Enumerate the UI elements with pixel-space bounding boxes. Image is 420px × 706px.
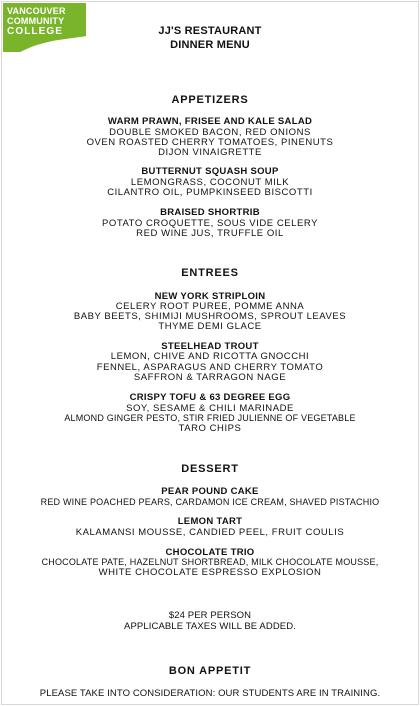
dish-name: STEELHEAD TROUT xyxy=(161,341,259,352)
restaurant-name: JJ'S RESTAURANT xyxy=(158,25,262,37)
dish-description: BABY BEETS, SHIMIJI MUSHROOMS, SPROUT LEAVES xyxy=(73,311,347,322)
section-title-appetizers: APPETIZERS xyxy=(171,94,249,106)
dish-description: RED WINE POACHED PEARS, CARDAMON ICE CREAM, SHAVED PISTACHIO xyxy=(40,497,380,507)
dish-name: CHOCOLATE TRIO xyxy=(165,547,255,558)
dish-name: BRAISED SHORTRIB xyxy=(160,207,260,218)
dish-description: WHITE CHOCOLATE ESPRESSO EXPLOSION xyxy=(98,567,322,578)
menu-title: DINNER MENU xyxy=(170,39,250,51)
dish-description: DOUBLE SMOKED BACON, RED ONIONS xyxy=(109,127,311,138)
price: $24 PER PERSON xyxy=(168,610,252,621)
dish-description: THYME DEMI GLACE xyxy=(158,321,262,332)
dish-description: CHOCOLATE PATE, HAZELNUT SHORTBREAD, MILK CHOCOLATE MOUSSE, xyxy=(41,557,379,567)
taxes-note: APPLICABLE TAXES WILL BE ADDED. xyxy=(124,621,296,632)
dish-description: SAFFRON & TARRAGON NAGE xyxy=(133,372,287,383)
dish-name: NEW YORK STRIPLOIN xyxy=(154,291,266,302)
closing-greeting: BON APPETIT xyxy=(168,665,252,677)
dish-description: LEMON, CHIVE AND RICOTTA GNOCCHI xyxy=(110,351,310,362)
logo-line-1: VANCOUVER xyxy=(7,6,66,16)
dish-name: PEAR POUND CAKE xyxy=(161,486,259,497)
dish-description: POTATO CROQUETTE, SOUS VIDE CELERY xyxy=(102,218,318,229)
logo-line-2: COMMUNITY xyxy=(7,16,65,26)
dish-name: LEMON TART xyxy=(177,516,243,527)
dish-description: OVEN ROASTED CHERRY TOMATOES, PINENUTS xyxy=(86,137,334,148)
dish-description: RED WINE JUS, TRUFFLE OIL xyxy=(136,228,284,239)
section-title-dessert: DESSERT xyxy=(181,463,239,475)
dish-name: BUTTERNUT SQUASH SOUP xyxy=(141,166,279,177)
dish-description: LEMONGRASS, COCONUT MILK xyxy=(130,177,290,188)
dish-description: SOY, SESAME & CHILI MARINADE xyxy=(126,403,294,414)
dish-description: DIJON VINAIGRETTE xyxy=(158,147,262,158)
dish-description: ALMOND GINGER PESTO, STIR FRIED JULIENNE OF VEGETABLE xyxy=(64,413,356,423)
logo-line-3: COLLEGE xyxy=(7,26,64,37)
dish-name: CRISPY TOFU & 63 DEGREE EGG xyxy=(129,392,291,403)
dish-description: CELERY ROOT PUREE, POMME ANNA xyxy=(115,301,305,312)
dish-description: KALAMANSI MOUSSE, CANDIED PEEL, FRUIT COULIS xyxy=(75,527,345,538)
dish-name: WARM PRAWN, FRISEE AND KALE SALAD xyxy=(107,116,313,127)
training-note: PLEASE TAKE INTO CONSIDERATION: OUR STUDENTS ARE IN TRAINING. xyxy=(39,688,381,699)
section-title-entrees: ENTREES xyxy=(181,267,239,279)
dish-description: FENNEL, ASPARAGUS AND CHERRY TOMATO xyxy=(96,362,324,373)
dish-description: TARO CHIPS xyxy=(178,423,242,434)
dish-description: CILANTRO OIL, PUMPKINSEED BISCOTTI xyxy=(107,187,313,198)
